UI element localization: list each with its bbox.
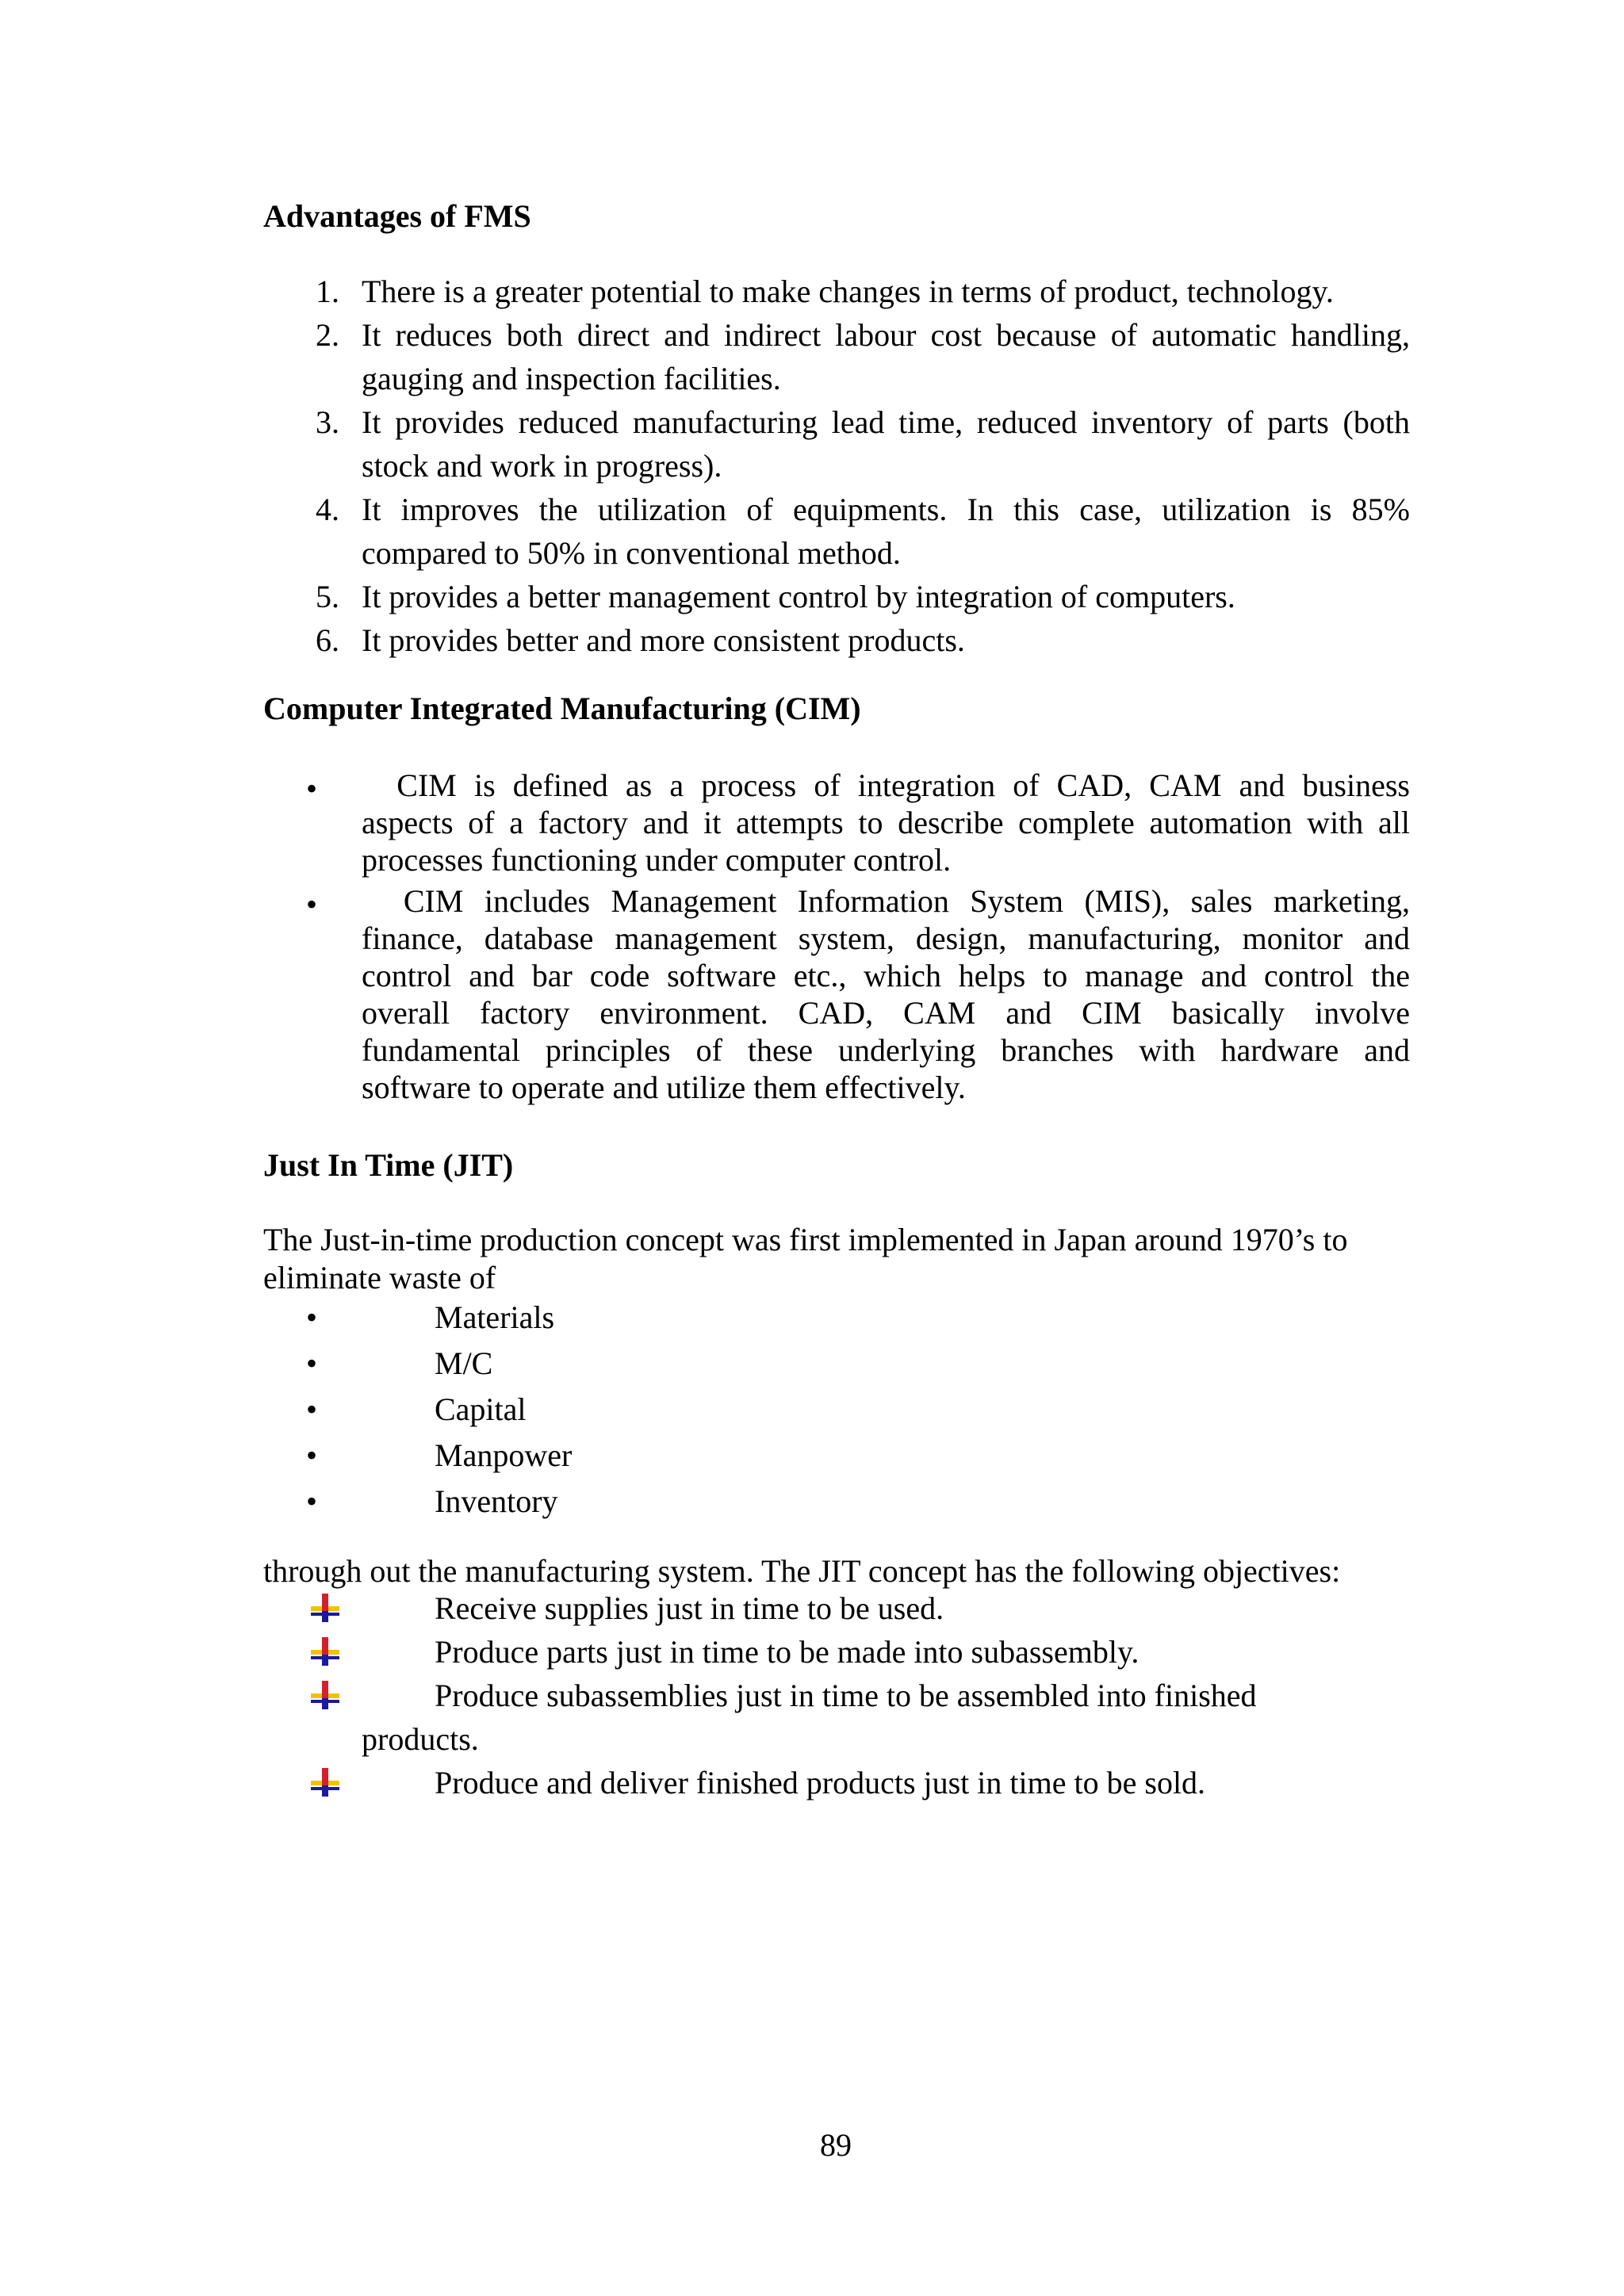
bullet-icon: • [306, 771, 318, 806]
list-item: Receive supplies just in time to be used. [435, 1590, 944, 1626]
list-item-continuation: products. [362, 1721, 479, 1757]
list-number: 2. [316, 317, 339, 353]
list-number: 1. [316, 274, 339, 309]
list-text: finance, database management system, design, manufacturing, monitor and [362, 920, 1410, 956]
list-text: It provides a better management control by integration of computers. [362, 579, 1235, 614]
bullet-icon: • [306, 886, 318, 922]
list-text: It provides better and more consistent products. [362, 622, 965, 658]
list-text: fundamental principles of these underlying branches with hardware and [362, 1032, 1410, 1068]
list-item: Produce parts just in time to be made into subassembly. [435, 1634, 1139, 1670]
list-number: 4. [316, 492, 339, 527]
list-item: Produce and deliver finished products just in time to be sold. [435, 1765, 1206, 1800]
list-text: CIM is defined as a process of integration of CAD, CAM and business [362, 767, 1410, 803]
arrow-down-bullet-icon [309, 1592, 341, 1624]
section-heading-cim: Computer Integrated Manufacturing (CIM) [263, 691, 861, 726]
list-number: 6. [316, 622, 339, 658]
bullet-icon: • [306, 1299, 318, 1335]
list-item: Materials [435, 1299, 555, 1335]
list-number: 3. [316, 404, 339, 440]
bullet-icon: • [306, 1483, 318, 1519]
list-text: software to operate and utilize them effectively. [362, 1070, 966, 1105]
list-text: overall factory environment. CAD, CAM and CIM basically involve [362, 995, 1410, 1031]
list-item: Inventory [435, 1483, 558, 1519]
arrow-down-bullet-icon [309, 1679, 341, 1711]
list-text: There is a greater potential to make changes in terms of product, technology. [362, 274, 1334, 309]
arrow-down-bullet-icon [309, 1766, 341, 1798]
page-number: 89 [820, 2127, 852, 2163]
section-heading-fms: Advantages of FMS [263, 198, 531, 234]
bullet-icon: • [306, 1345, 318, 1381]
list-text: compared to 50% in conventional method. [362, 535, 901, 571]
list-item: Capital [435, 1391, 527, 1427]
list-text: It reduces both direct and indirect labour cost because of automatic handling, [362, 317, 1410, 353]
jit-objectives-intro: through out the manufacturing system. The JIT concept has the following objectives: [263, 1553, 1341, 1589]
jit-intro-line: The Just-in-time production concept was first implemented in Japan around 1970’s to [263, 1222, 1348, 1257]
list-text: stock and work in progress). [362, 448, 722, 484]
bullet-icon: • [306, 1437, 318, 1473]
list-item: Produce subassemblies just in time to be assembled into finished [435, 1678, 1257, 1713]
list-text: processes functioning under computer control. [362, 842, 952, 878]
list-text: It improves the utilization of equipments. In this case, utilization is 85% [362, 492, 1410, 527]
list-item: Manpower [435, 1437, 573, 1473]
list-text: control and bar code software etc., which helps to manage and control the [362, 958, 1410, 993]
list-text: gauging and inspection facilities. [362, 361, 781, 396]
bullet-icon: • [306, 1391, 318, 1427]
list-text: It provides reduced manufacturing lead time, reduced inventory of parts (both [362, 404, 1410, 440]
list-text: CIM includes Management Information System (MIS), sales marketing, [362, 883, 1410, 919]
arrow-down-bullet-icon [309, 1636, 341, 1667]
list-text: aspects of a factory and it attempts to describe complete automation with all [362, 805, 1410, 840]
list-number: 5. [316, 579, 339, 614]
section-heading-jit: Just In Time (JIT) [263, 1147, 514, 1183]
list-item: M/C [435, 1345, 493, 1381]
jit-intro-line: eliminate waste of [263, 1260, 496, 1295]
